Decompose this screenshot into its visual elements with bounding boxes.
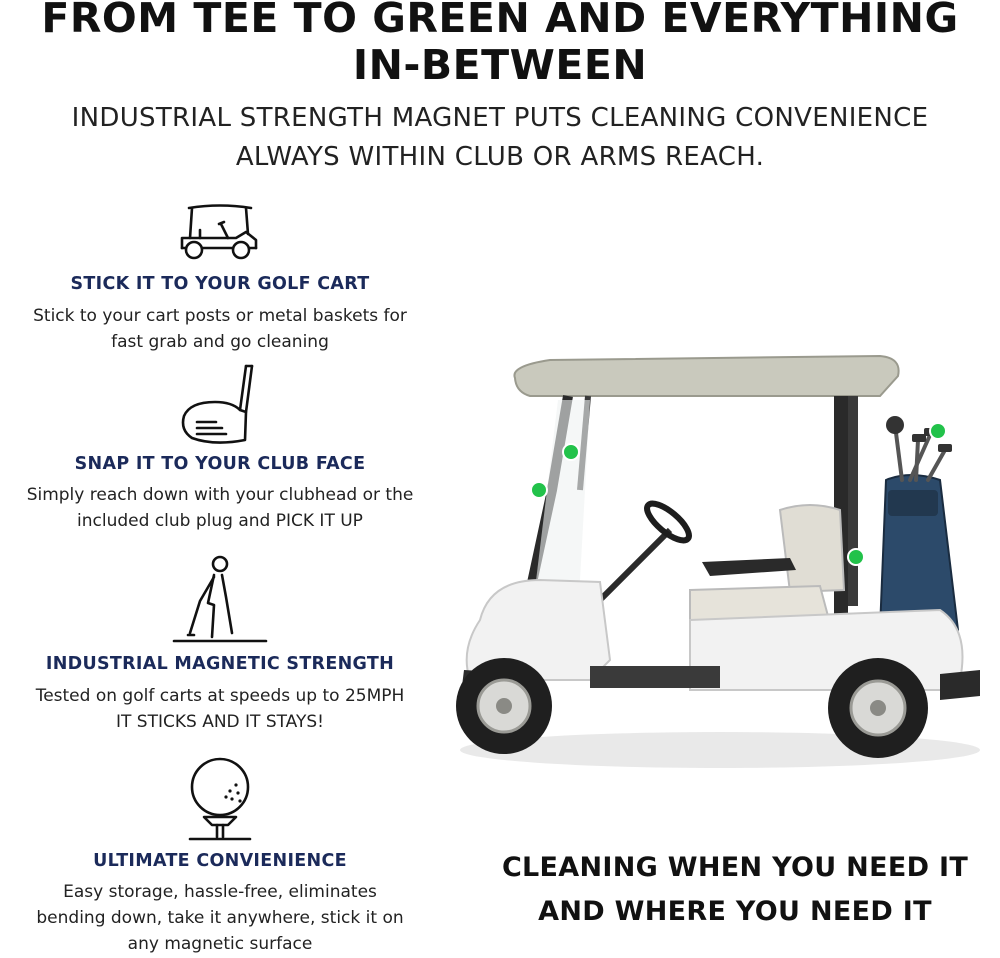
feature-golf-cart-title: STICK IT TO YOUR GOLF CART	[70, 274, 370, 294]
magnet-dot	[930, 423, 946, 439]
cta-line-1: CLEANING WHEN YOU NEED IT	[501, 852, 969, 883]
feature-convenience-desc-1: Easy storage, hassle-free, eliminates	[63, 882, 377, 902]
feature-convenience-desc-3: any magnetic surface	[127, 934, 313, 954]
golfer-icon	[0, 553, 440, 645]
club-head-icon	[0, 360, 440, 448]
feature-golf-cart-desc-2: fast grab and go cleaning	[111, 332, 329, 352]
golf-cart-icon	[0, 200, 440, 266]
feature-convenience-desc-2: bending down, take it anywhere, stick it on	[36, 908, 404, 928]
feature-magnetic-strength	[0, 553, 440, 743]
bottom-cta	[470, 846, 1000, 934]
subheadline-line-2: ALWAYS WITHIN CLUB OR ARMS REACH.	[235, 142, 765, 172]
feature-club-face-title: SNAP IT TO YOUR CLUB FACE	[74, 454, 366, 474]
headline-line-1: FROM TEE TO GREEN AND EVERYTHING	[41, 0, 959, 42]
feature-club-face-desc-2: included club plug and PICK IT UP	[77, 511, 363, 531]
feature-magnetic-strength-title: INDUSTRIAL MAGNETIC STRENGTH	[45, 654, 395, 674]
magnet-dot	[531, 482, 547, 498]
feature-magnetic-strength-desc-1: Tested on golf carts at speeds up to 25MPH	[35, 686, 405, 706]
magnet-dot	[848, 549, 864, 565]
subheadline-line-1: INDUSTRIAL STRENGTH MAGNET PUTS CLEANING CONVENIENCE	[71, 103, 929, 133]
golf-ball-on-tee-icon	[0, 755, 440, 845]
feature-club-face-desc-1: Simply reach down with your clubhead or the	[26, 485, 414, 505]
headline-line-2: IN-BETWEEN	[352, 41, 648, 89]
magnet-dot	[563, 444, 579, 460]
golf-cart-photo	[440, 330, 1000, 790]
feature-club-face	[0, 360, 440, 540]
feature-convenience	[0, 755, 440, 958]
feature-convenience-title: ULTIMATE CONVIENIENCE	[93, 851, 347, 871]
feature-golf-cart-desc-1: Stick to your cart posts or metal baskets for	[33, 306, 407, 326]
feature-golf-cart	[0, 200, 440, 360]
feature-magnetic-strength-desc-2: IT STICKS AND IT STAYS!	[115, 712, 324, 732]
cta-line-2: AND WHERE YOU NEED IT	[538, 896, 932, 927]
